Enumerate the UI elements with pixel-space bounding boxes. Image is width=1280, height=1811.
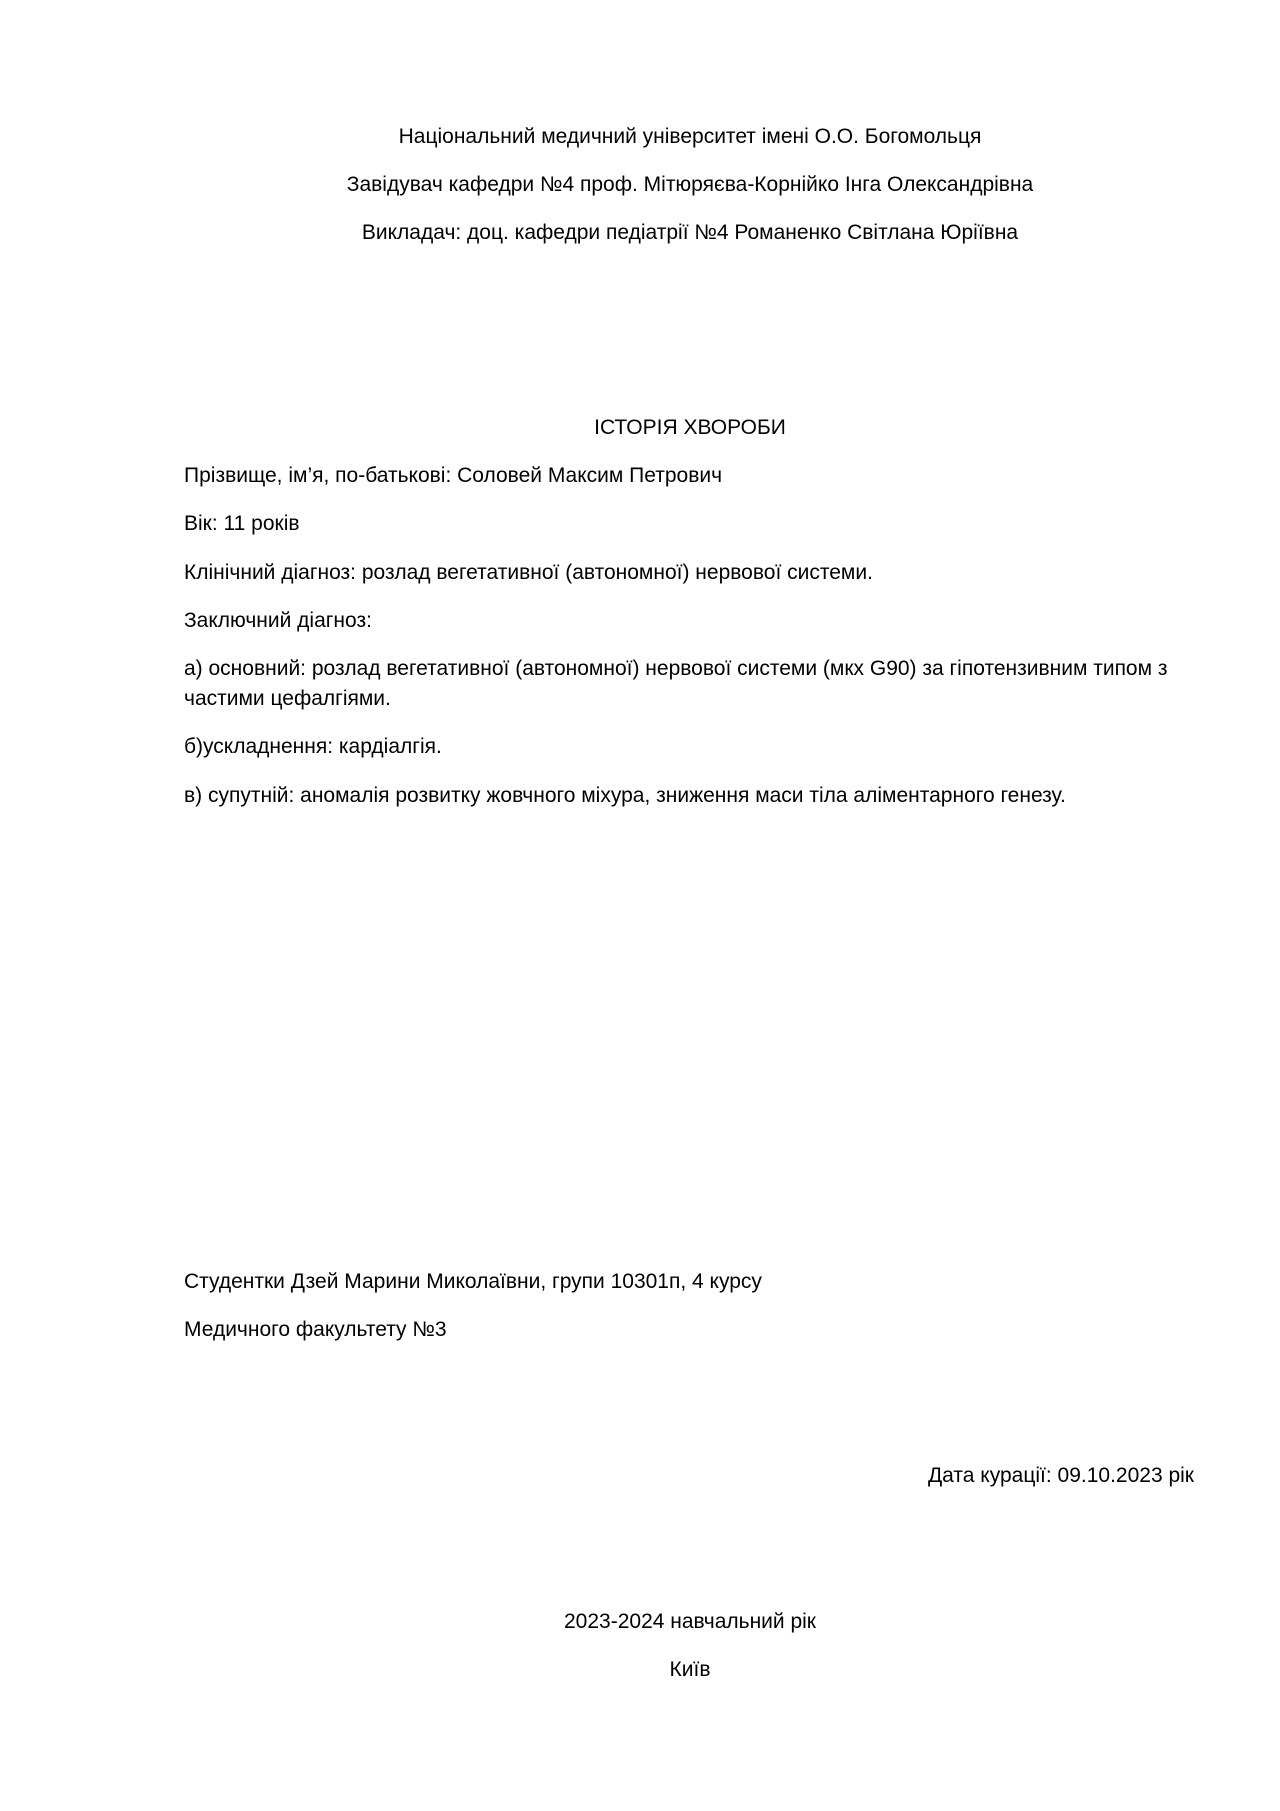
academic-year: 2023-2024 навчальний рік	[564, 1610, 816, 1633]
student-faculty: Медичного факультету №3	[184, 1318, 447, 1341]
city: Київ	[669, 1658, 711, 1681]
document-title: ІСТОРІЯ ХВОРОБИ	[594, 416, 786, 439]
university-name: Національний медичний університет імені О.О. Богомольця	[398, 125, 982, 148]
student-name-group: Студентки Дзей Марини Миколаївни, групи 10301п, 4 курсу	[184, 1270, 762, 1293]
patient-age: Вік: 11 років	[184, 512, 300, 535]
clinical-diagnosis: Клінічний діагноз: розлад вегетативної (автономної) нервової системи.	[184, 561, 873, 584]
diagnosis-concomitant: в) супутній: аномалія розвитку жовчного міхура, зниження маси тіла аліментарного генезу.	[184, 784, 1066, 807]
final-diagnosis-label: Заключний діагноз:	[184, 609, 372, 632]
head-of-department: Завідувач кафедри №4 проф. Мітюряєва-Корнійко Інга Олександрівна	[346, 173, 1034, 196]
curation-date: Дата курації: 09.10.2023 рік	[927, 1464, 1194, 1487]
diagnosis-complication: б)ускладнення: кардіалгія.	[184, 735, 442, 758]
diagnosis-main: а) основний: розлад вегетативної (автономної) нервової системи (мкх G90) за гіпотензивним типом з частими цефалгіями.	[184, 657, 1168, 710]
teacher-line: Викладач: доц. кафедри педіатрії №4 Романенко Світлана Юріївна	[361, 221, 1019, 244]
patient-name: Прізвище, ім’я, по-батькові: Соловей Максим Петрович	[184, 464, 723, 487]
